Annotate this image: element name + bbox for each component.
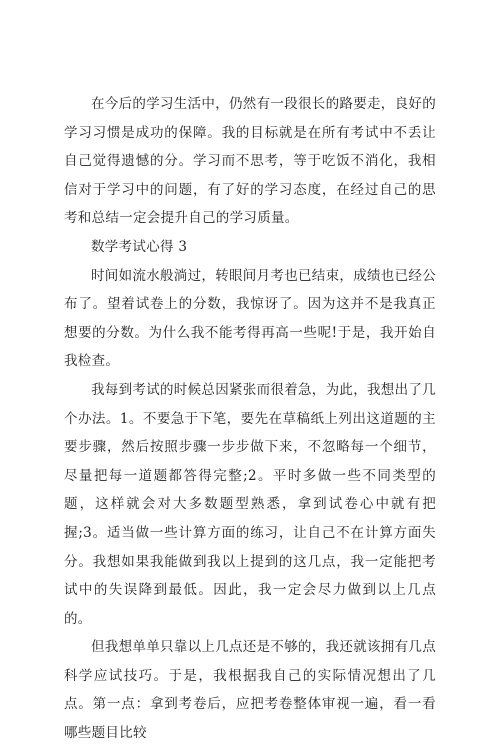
section-heading: 数学考试心得 3	[91, 238, 188, 255]
paragraph-study-habits: 在今后的学习生活中，仍然有一段很长的路要走，良好的学习习惯是成功的保障。我的目标就是在所有考试中不丢让自己觉得遗憾的分。学习而不思考，等于吃饭不消化，我相信对于学习中的问题，有了好的学习态度，在经过自己的思考和总结一定会提升自己的学习质量。	[64, 96, 436, 227]
paragraph-exam-results: 时间如流水般淌过，转眼间月考也已结束，成绩也已经公布了。望着试卷上的分数，我惊讶了。因为这并不是我真正想要的分数。为什么我不能考得再高一些呢!于是，我开始自我检查。	[64, 267, 436, 370]
paragraph-exam-techniques: 但我想单单只靠以上几点还是不够的，我还就该拥有几点科学应试技巧。于是，我根据我自己的实际情况想出了几点。第一点：拿到考卷后，应把考卷整体审视一遍，看一看哪些题目比较	[64, 639, 436, 742]
document-body	[64, 90, 436, 748]
paragraph-exam-methods: 我每到考试的时候总因紧张而很着急，为此，我想出了几个办法。1。不要急于下笔，要先在草稿纸上列出这道题的主要步骤，然后按照步骤一步步做下来，不忽略每一个细节，尽量把每一道题都答得完整;2。平时多做一些不同类型的题，这样就会对大多数题型熟悉，拿到试卷心中就有把握;3。适当做一些计算方面的练习，让自己不在计算方面失分。我想如果我能做到我以上提到的这几点，我一定能把考试中的失误降到最低。因此，我一定会尽力做到以上几点的。	[64, 381, 436, 627]
